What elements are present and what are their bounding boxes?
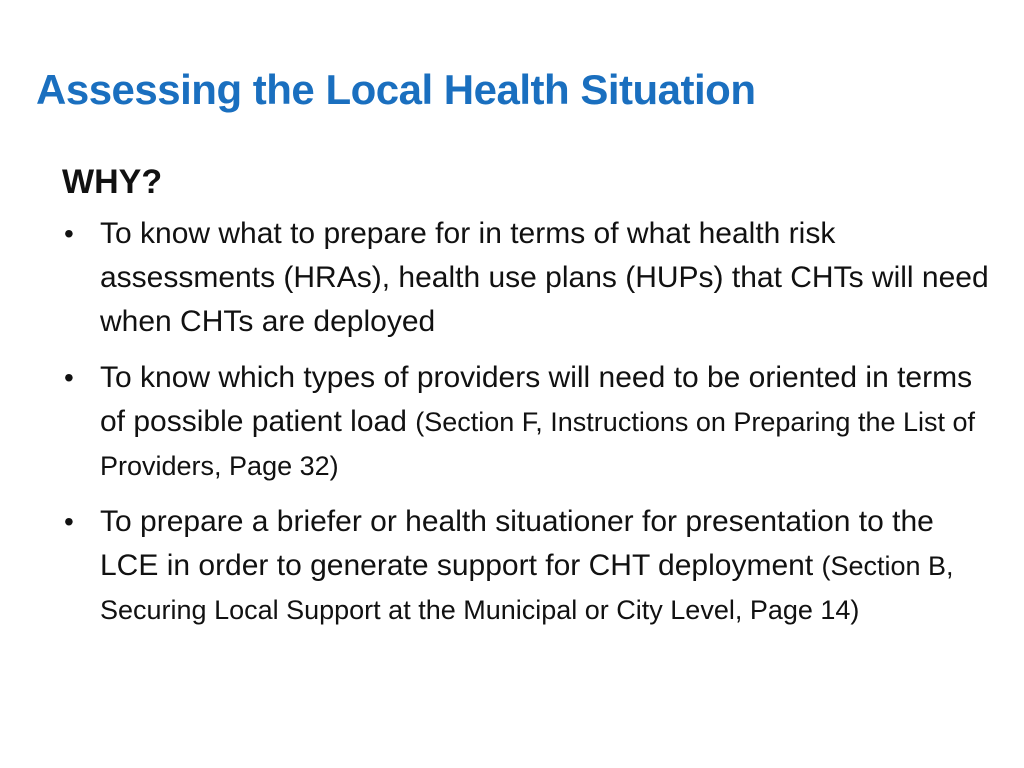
section-heading: WHY? bbox=[62, 163, 163, 201]
bullet-item-2 bbox=[62, 356, 992, 488]
bullet-reference: (Section B, Securing Local Support at the Municipal or City Level, Page 14) bbox=[100, 551, 954, 625]
slide-title: Assessing the Local Health Situation bbox=[36, 66, 756, 113]
bullet-icon: • bbox=[64, 362, 74, 393]
bullet-text: To prepare a briefer or health situationer for presentation to the LCE in order to generate support for CHT deployment bbox=[100, 505, 934, 582]
bullet-icon: • bbox=[64, 218, 74, 249]
bullet-text: To know which types of providers will need to be oriented in terms of possible patient load bbox=[100, 361, 973, 438]
bullet-reference: (Section F, Instructions on Preparing the List of Providers, Page 32) bbox=[100, 407, 976, 481]
bullet-text: To know what to prepare for in terms of what health risk assessments (HRAs), health use plans (HUPs) that CHTs will need when CHTs are deployed bbox=[100, 217, 989, 338]
bullet-item-1 bbox=[62, 212, 992, 344]
bullet-list bbox=[62, 212, 992, 632]
bullet-item-3 bbox=[62, 500, 992, 632]
slide-body bbox=[62, 160, 992, 644]
bullet-icon: • bbox=[64, 506, 74, 537]
